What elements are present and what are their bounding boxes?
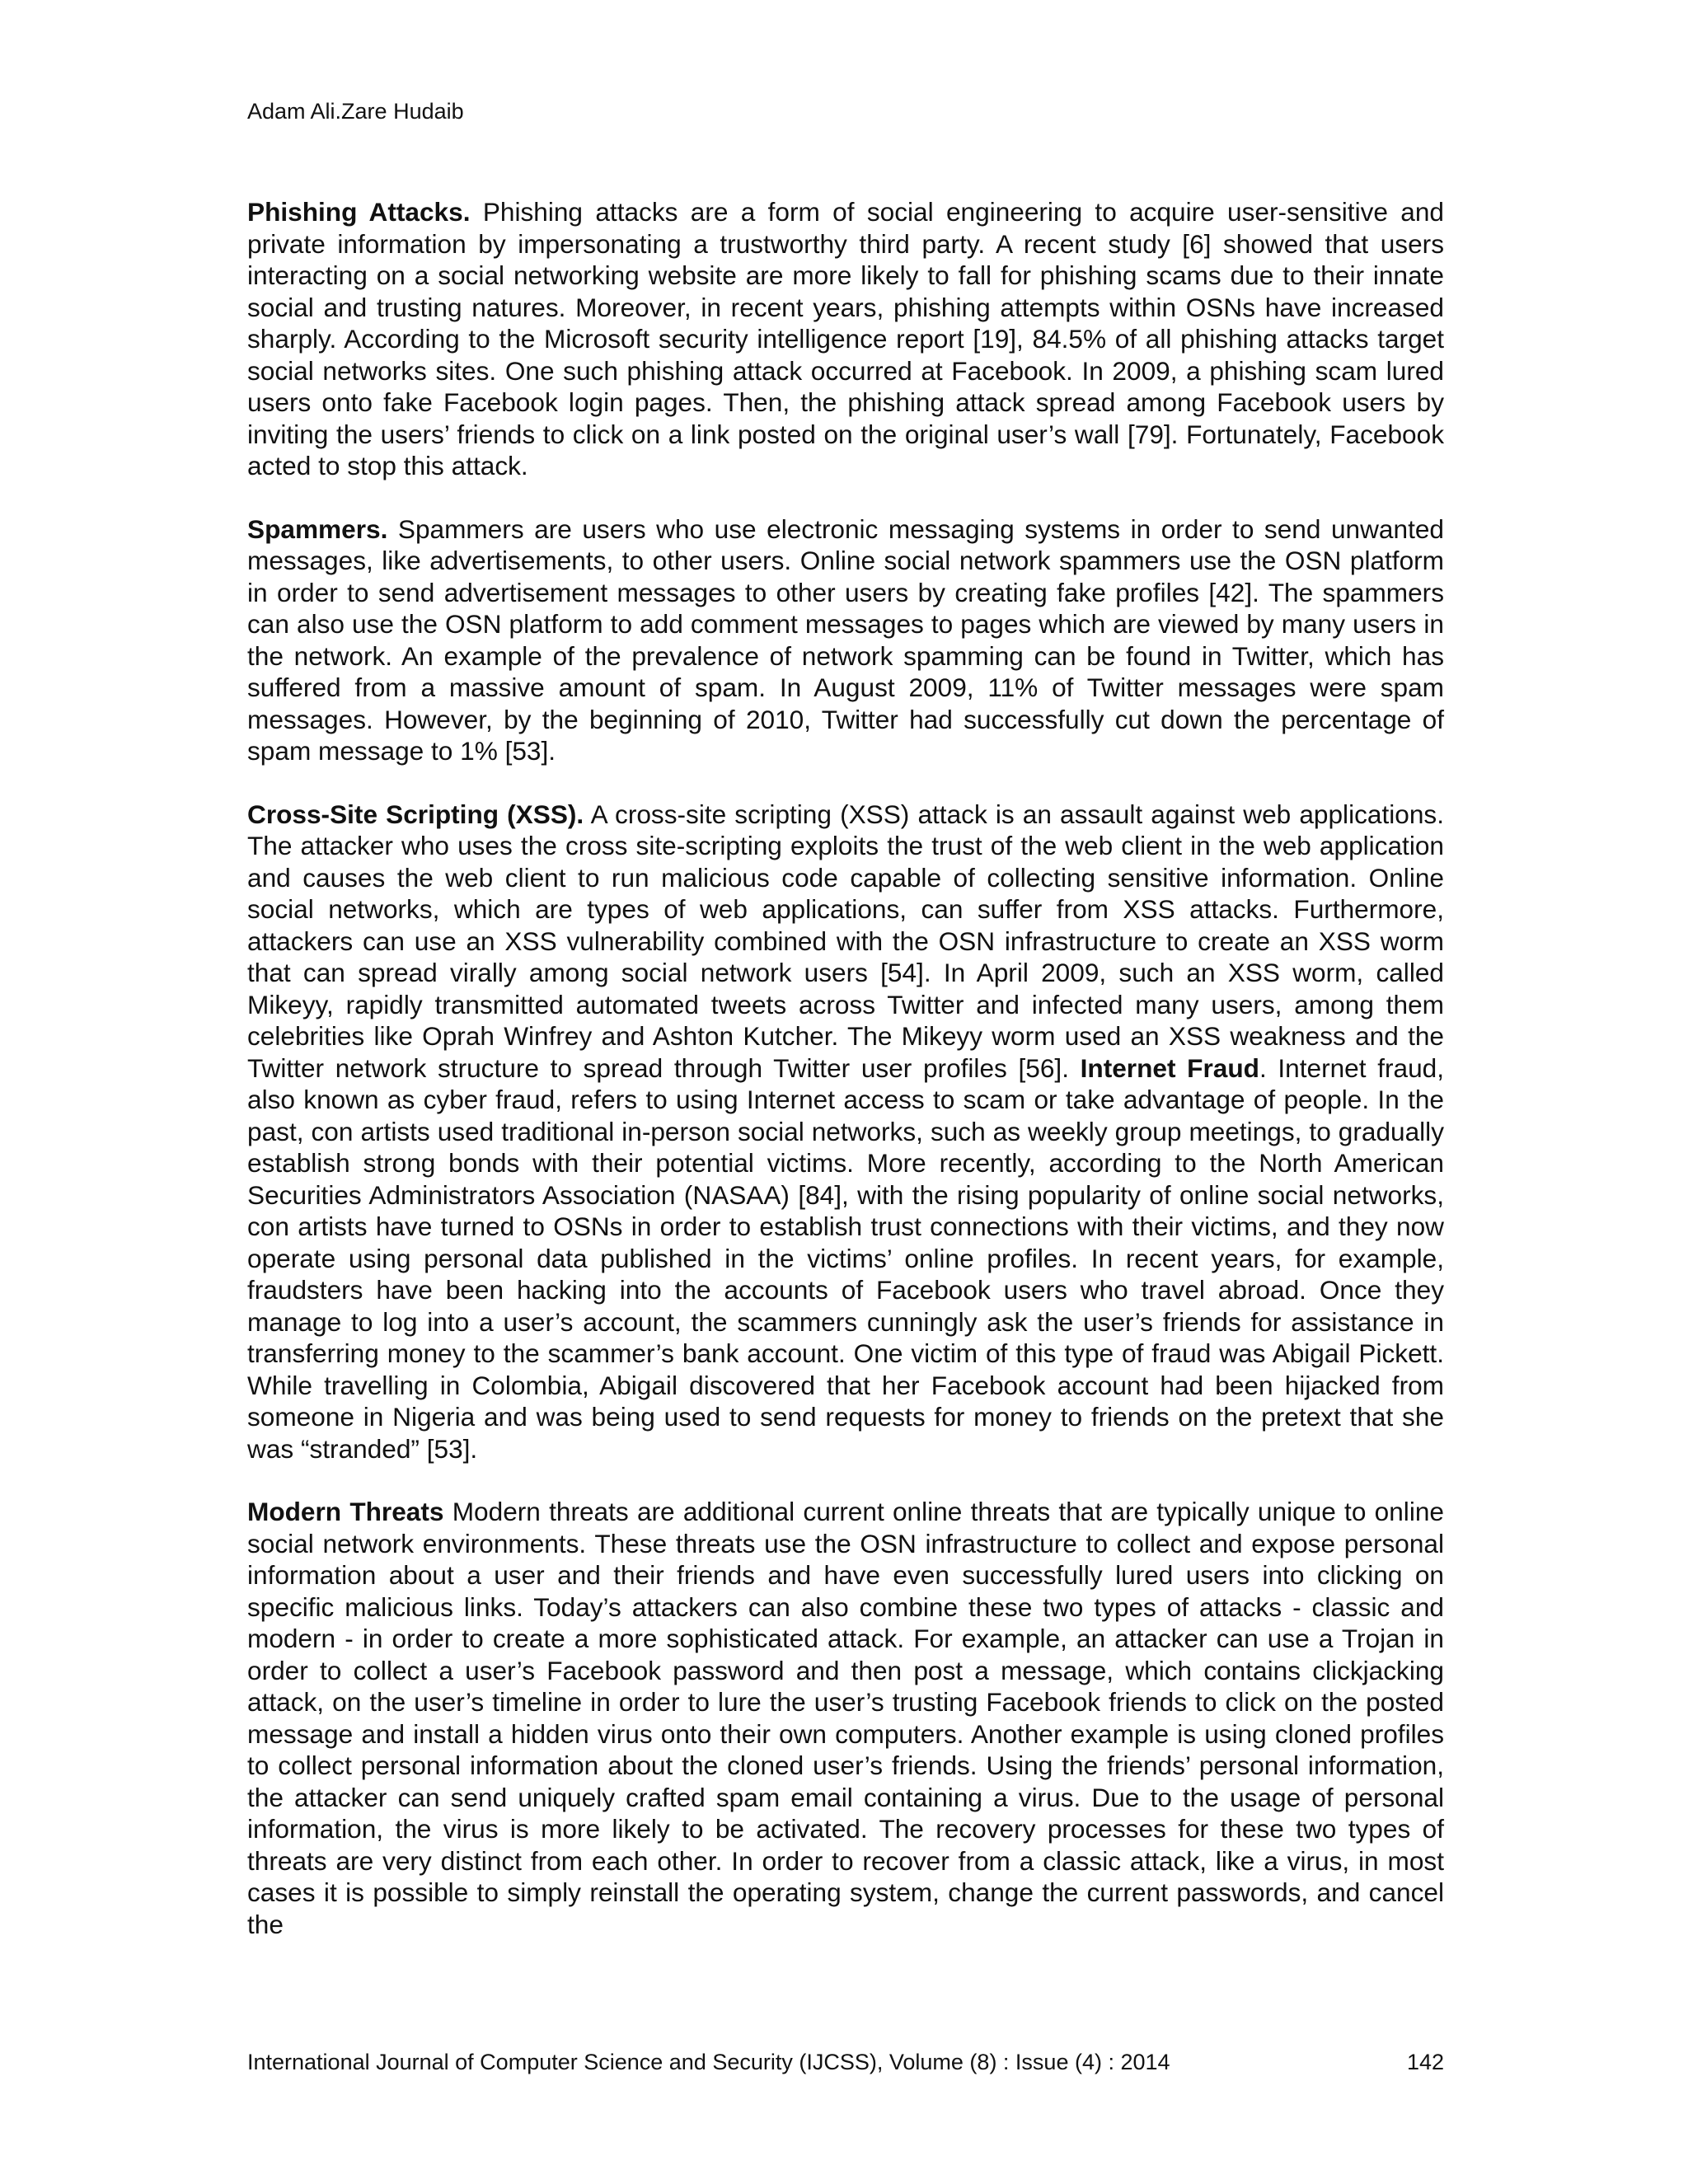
paragraph-xss <box>247 799 1444 1465</box>
paragraph-text: Modern threats are additional current online threats that are typically unique to online social network environments. These threats use the OSN infrastructure to collect and expose personal information about a user and their friends and have even successfully lured users into clicking on specific malicious links. Today’s attackers can also combine these two types of attacks - classic and modern - in order to create a more sophisticated attack. For example, an attacker can use a Trojan in order to collect a user’s Facebook password and then post a message, which contains clickjacking attack, on the user’s timeline in order to lure the user’s trusting Facebook friends to click on the posted message and install a hidden virus onto their own computers. Another example is using cloned profiles to collect personal information about the cloned user’s friends. Using the friends’ personal information, the attacker can send uniquely crafted spam email containing a virus. Due to the usage of personal information, the virus is more likely to be activated. The recovery processes for these two types of threats are very distinct from each other. In order to recover from a classic attack, like a virus, in most cases it is possible to simply reinstall the operating system, change the current passwords, and cancel the <box>247 1497 1444 1939</box>
paragraph-heading: Modern Threats <box>247 1497 444 1526</box>
page-footer <box>247 2048 1444 2076</box>
paragraph-heading: Phishing Attacks. <box>247 197 471 227</box>
paragraph-heading: Spammers. <box>247 513 388 544</box>
running-header: Adam Ali.Zare Hudaib <box>247 99 464 124</box>
paragraph-text: A cross-site scripting (XSS) attack is an assault against web applications. The attacker who uses the cross site-scripting exploits the trust of the web client in the web application and causes the web client to run malicious code capable of collecting sensitive information. Online social networks, which are types of web applications, can suffer from XSS attacks. Furthermore, attackers can use an XSS vulnerability combined with the OSN infrastructure to create an XSS worm that can spread virally among social network users [54]. In April 2009, such an XSS worm, called Mikeyy, rapidly transmitted automated tweets across Twitter and infected many users, among them celebrities like Oprah Winfrey and Ashton Kutcher. The Mikeyy worm used an XSS weakness and the Twitter network structure to spread through Twitter user profiles [56]. <box>247 799 1444 1083</box>
paragraph-modern-threats <box>247 1496 1444 1940</box>
body-text <box>247 196 1444 1971</box>
paragraph-phishing <box>247 196 1444 482</box>
paragraph-heading: Cross-Site Scripting (XSS). <box>247 799 584 829</box>
paragraph-spammers <box>247 513 1444 767</box>
paragraph-text: Spammers are users who use electronic messaging systems in order to send unwanted messages, like advertisements, to other users. Online social network spammers use the OSN platform in order to send advertisement messages to other users by creating fake profiles [42]. The spammers can also use the OSN platform to add comment messages to pages which are viewed by many users in the network. An example of the prevalence of network spamming can be found in Twitter, which has suffered from a massive amount of spam. In August 2009, 11% of Twitter messages were spam messages. However, by the beginning of 2010, Twitter had successfully cut down the percentage of spam message to 1% [53]. <box>247 513 1444 766</box>
journal-citation: International Journal of Computer Science and Security (IJCSS), Volume (8) : Issue (4) : 2014 <box>247 2050 1170 2074</box>
paragraph-subheading: Internet Fraud <box>1080 1052 1259 1083</box>
page-number: 142 <box>1406 2050 1444 2074</box>
paragraph-text: . Internet fraud, also known as cyber fraud, refers to using Internet access to scam or take advantage of people. In the past, con artists used traditional in-person social networks, such as weekly group meetings, to gradually establish strong bonds with their potential victims. More recently, according to the North American Securities Administrators Association (NASAA) [84], with the rising popularity of online social networks, con artists have turned to OSNs in order to establish trust connections with their victims, and they now operate using personal data published in the victims’ online profiles. In recent years, for example, fraudsters have been hacking into the accounts of Facebook users who travel abroad. Once they manage to log into a user’s account, the scammers cunningly ask the user’s friends for assistance in transferring money to the scammer’s bank account. One victim of this type of fraud was Abigail Pickett. While travelling in Colombia, Abigail discovered that her Facebook account had been hijacked from someone in Nigeria and was being used to send requests for money to friends on the pretext that she was “stranded” [53]. <box>247 1052 1444 1464</box>
paragraph-text: Phishing attacks are a form of social engineering to acquire user-sensitive and private information by impersonating a trustworthy third party. A recent study [6] showed that users interacting on a social networking website are more likely to fall for phishing scams due to their innate social and trusting natures. Moreover, in recent years, phishing attempts within OSNs have increased sharply. According to the Microsoft security intelligence report [19], 84.5% of all phishing attacks target social networks sites. One such phishing attack occurred at Facebook. In 2009, a phishing scam lured users onto fake Facebook login pages. Then, the phishing attack spread among Facebook users by inviting the users’ friends to click on a link posted on the original user’s wall [79]. Fortunately, Facebook acted to stop this attack. <box>247 197 1444 480</box>
